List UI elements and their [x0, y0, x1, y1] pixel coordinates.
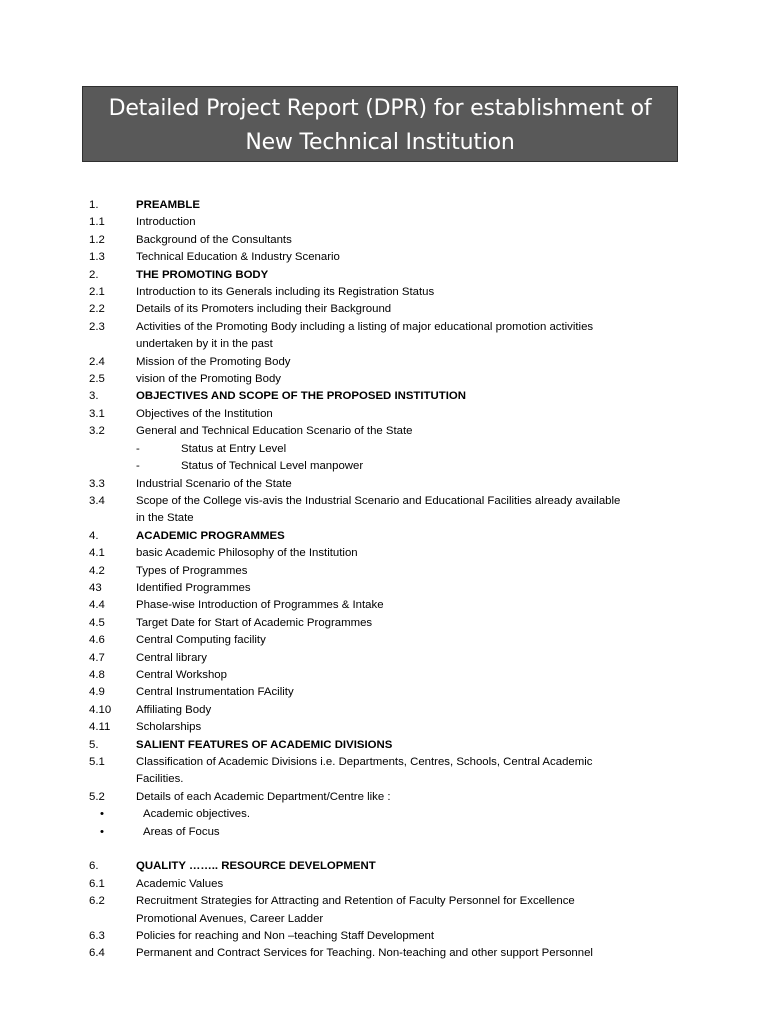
toc-item-text: Policies for reaching and Non –teaching Staff Development	[136, 930, 435, 943]
toc-item	[89, 563, 689, 580]
toc-item-text: Background of the Consultants	[136, 233, 292, 246]
toc-item	[89, 789, 689, 806]
toc-item-text: OBJECTIVES AND SCOPE OF THE PROPOSED INSTITUTION	[136, 390, 466, 403]
toc-item-number: 3.4	[89, 494, 105, 507]
toc-item-text: Affiliating Body	[136, 703, 212, 716]
toc-item-text: Status at Entry Level	[181, 442, 287, 455]
toc-item-text: Identified Programmes	[136, 581, 251, 594]
toc-item-text: Central library	[136, 651, 207, 664]
toc-item-text: Academic Values	[136, 877, 224, 890]
toc-item-text: Details of its Promoters including their Background	[136, 303, 392, 316]
toc-item	[89, 406, 689, 423]
toc-item-text: Activities of the Promoting Body including a listing of major educational promotion activities	[136, 320, 594, 333]
toc-item	[89, 928, 689, 945]
toc-item-number: 4.1	[89, 547, 105, 560]
section-spacer	[89, 841, 689, 858]
toc-item-text: Academic objectives.	[143, 808, 250, 821]
toc-sub-item	[89, 441, 689, 458]
dash-marker: -	[136, 442, 140, 455]
toc-item	[89, 580, 689, 597]
toc-item-text: Scope of the College vis-avis the Industrial Scenario and Educational Facilities already available	[136, 494, 621, 507]
toc-item	[89, 615, 689, 632]
toc-item-number: 43	[89, 581, 102, 594]
toc-item-text: Recruitment Strategies for Attracting and Retention of Faculty Personnel for Excellence	[136, 895, 575, 908]
toc-item-number: 2.4	[89, 355, 105, 368]
toc-section-heading	[89, 197, 689, 214]
toc-item	[89, 284, 689, 301]
toc-bullet-item	[89, 824, 689, 841]
toc-item	[89, 301, 689, 318]
table-of-contents	[89, 197, 689, 963]
toc-item-number: 3.3	[89, 477, 105, 490]
toc-item-text: Classification of Academic Divisions i.e. Departments, Centres, Schools, Central Academic	[136, 756, 593, 768]
toc-item-text: Central Computing facility	[136, 634, 266, 647]
toc-item-number: 5.1	[89, 756, 105, 768]
toc-item-text-continued: in the State	[136, 512, 194, 525]
toc-item-number: 1.1	[89, 216, 105, 229]
toc-item-number: 2.5	[89, 373, 105, 386]
toc-item-number: 1.2	[89, 233, 105, 246]
toc-item-number: 6.	[89, 860, 99, 873]
toc-item-text: basic Academic Philosophy of the Institution	[136, 547, 358, 560]
toc-item-text-continued: Facilities.	[136, 773, 184, 786]
toc-item-number: 2.1	[89, 286, 105, 299]
toc-item-number: 4.11	[89, 721, 111, 734]
toc-item-number: 3.	[89, 390, 99, 403]
toc-item	[89, 249, 689, 266]
title-line-2: New Technical Institution	[245, 130, 515, 155]
toc-item	[89, 476, 689, 493]
toc-item-text: Scholarships	[136, 721, 202, 734]
toc-item-text: Industrial Scenario of the State	[136, 477, 292, 490]
toc-item-text: QUALITY …….. RESOURCE DEVELOPMENT	[136, 860, 376, 873]
toc-item-text: Introduction	[136, 216, 196, 229]
toc-item	[89, 754, 689, 789]
toc-item-number: 4.5	[89, 616, 105, 629]
toc-item-text: PREAMBLE	[136, 199, 200, 211]
toc-item-text-continued: undertaken by it in the past	[136, 338, 273, 351]
toc-item-text: Central Instrumentation FAcility	[136, 686, 294, 699]
toc-item-number: 5.	[89, 738, 99, 751]
toc-item-number: 4.8	[89, 668, 105, 681]
toc-item-text: Objectives of the Institution	[136, 407, 273, 420]
toc-item-number: 4.10	[89, 703, 112, 716]
toc-section-heading	[89, 528, 689, 545]
toc-item-text: Details of each Academic Department/Centre like :	[136, 790, 391, 803]
toc-item-text: Target Date for Start of Academic Programmes	[136, 616, 373, 629]
toc-section-heading	[89, 858, 689, 875]
toc-item	[89, 319, 689, 354]
toc-item-text: THE PROMOTING BODY	[136, 268, 269, 281]
toc-item	[89, 876, 689, 893]
document-title	[82, 86, 678, 162]
toc-item	[89, 597, 689, 614]
toc-item-number: 4.9	[89, 686, 105, 699]
toc-item-number: 6.4	[89, 947, 105, 960]
toc-item-number: 1.3	[89, 251, 105, 264]
dash-marker: -	[136, 460, 140, 473]
toc-item	[89, 545, 689, 562]
toc-item-number: 4.7	[89, 651, 105, 664]
toc-item-number: 2.2	[89, 303, 105, 316]
toc-item-number: 3.1	[89, 407, 105, 420]
toc-item	[89, 893, 689, 928]
toc-item-number: 6.3	[89, 930, 105, 943]
toc-item-number: 4.4	[89, 599, 105, 612]
toc-item-number: 2.	[89, 268, 99, 281]
toc-sub-item	[89, 458, 689, 475]
toc-item-text: Mission of the Promoting Body	[136, 355, 291, 368]
toc-bullet-item	[89, 806, 689, 823]
toc-item-text: Status of Technical Level manpower	[181, 460, 364, 473]
bullet-icon: •	[100, 808, 104, 821]
toc-item-text: Technical Education & Industry Scenario	[136, 251, 340, 264]
toc-section-heading	[89, 737, 689, 754]
bullet-icon: •	[100, 825, 104, 838]
toc-item	[89, 702, 689, 719]
toc-item-number: 1.	[89, 199, 99, 211]
toc-item-text-continued: Promotional Avenues, Career Ladder	[136, 912, 324, 925]
toc-item	[89, 354, 689, 371]
toc-item	[89, 684, 689, 701]
toc-item	[89, 719, 689, 736]
toc-item-text: vision of the Promoting Body	[136, 373, 281, 386]
toc-item-text: Phase-wise Introduction of Programmes & Intake	[136, 599, 384, 612]
toc-item-number	[89, 441, 136, 458]
toc-item	[89, 214, 689, 231]
toc-item-number: 4.	[89, 529, 99, 542]
toc-item-text: SALIENT FEATURES OF ACADEMIC DIVISIONS	[136, 738, 393, 751]
toc-item-number: 4.6	[89, 634, 105, 647]
toc-item-number: 5.2	[89, 790, 105, 803]
toc-item	[89, 650, 689, 667]
toc-item	[89, 371, 689, 388]
toc-item	[89, 667, 689, 684]
toc-section-heading	[89, 388, 689, 405]
toc-item-number: 3.2	[89, 425, 105, 438]
toc-item	[89, 945, 689, 962]
toc-item-number	[89, 458, 136, 475]
toc-item-number: 2.3	[89, 320, 105, 333]
toc-item	[89, 232, 689, 249]
toc-item-text: Areas of Focus	[143, 825, 220, 838]
toc-item-number: 6.2	[89, 895, 105, 908]
toc-item-text: Central Workshop	[136, 668, 227, 681]
toc-item	[89, 423, 689, 440]
toc-item	[89, 632, 689, 649]
toc-item-text: ACADEMIC PROGRAMMES	[136, 529, 285, 542]
toc-item	[89, 493, 689, 528]
toc-section-heading	[89, 267, 689, 284]
toc-item-number: 6.1	[89, 877, 105, 890]
title-line-1: Detailed Project Report (DPR) for establishment of	[108, 96, 652, 121]
toc-item-text: General and Technical Education Scenario of the State	[136, 425, 413, 438]
toc-item-text: Permanent and Contract Services for Teaching. Non-teaching and other support Personnel	[136, 947, 593, 960]
toc-item-number: 4.2	[89, 564, 105, 577]
toc-item-text: Types of Programmes	[136, 564, 248, 577]
toc-item-text: Introduction to its Generals including its Registration Status	[136, 286, 435, 299]
